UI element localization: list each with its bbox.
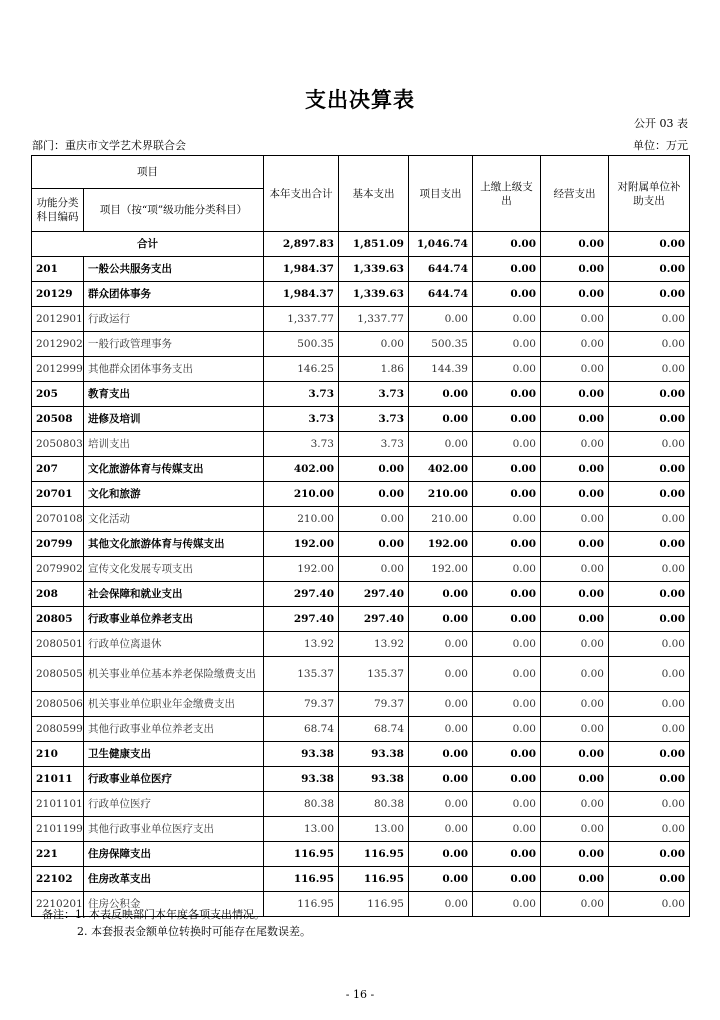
row-total: 146.25 — [264, 357, 339, 382]
row-upper: 0.00 — [473, 607, 541, 632]
row-project: 0.00 — [409, 382, 473, 407]
row-code: 2080506 — [32, 692, 84, 717]
notes — [42, 906, 311, 940]
row-basic: 79.37 — [339, 692, 409, 717]
table-row — [32, 357, 690, 382]
row-total: 297.40 — [264, 582, 339, 607]
row-upper: 0.00 — [473, 532, 541, 557]
row-business: 0.00 — [541, 717, 609, 742]
row-upper: 0.00 — [473, 717, 541, 742]
row-subsidiary: 0.00 — [609, 867, 690, 892]
table-body — [32, 232, 690, 917]
row-upper: 0.00 — [473, 557, 541, 582]
row-project: 0.00 — [409, 582, 473, 607]
row-business: 0.00 — [541, 257, 609, 282]
row-code: 208 — [32, 582, 84, 607]
row-name: 行政单位离退休 — [84, 632, 264, 657]
row-project: 0.00 — [409, 792, 473, 817]
row-upper: 0.00 — [473, 257, 541, 282]
row-total: 93.38 — [264, 742, 339, 767]
row-subsidiary: 0.00 — [609, 817, 690, 842]
row-business: 0.00 — [541, 867, 609, 892]
page-number: - 16 - — [345, 988, 375, 1001]
note-1: 备注：1. 本表反映部门本年度各项支出情况。 — [42, 908, 265, 921]
row-project: 644.74 — [409, 257, 473, 282]
row-code: 221 — [32, 842, 84, 867]
total-label: 合计 — [32, 232, 264, 257]
expenditure-table — [31, 155, 690, 917]
row-subsidiary: 0.00 — [609, 742, 690, 767]
row-subsidiary: 0.00 — [609, 457, 690, 482]
row-total: 116.95 — [264, 867, 339, 892]
table-row — [32, 692, 690, 717]
row-upper: 0.00 — [473, 792, 541, 817]
header-subsidiary: 对附属单位补助支出 — [609, 156, 690, 232]
row-subsidiary: 0.00 — [609, 842, 690, 867]
header-basic: 基本支出 — [339, 156, 409, 232]
row-basic: 93.38 — [339, 742, 409, 767]
table-row — [32, 482, 690, 507]
row-basic: 0.00 — [339, 557, 409, 582]
row-subsidiary: 0.00 — [609, 507, 690, 532]
row-business: 0.00 — [541, 792, 609, 817]
row-code: 210 — [32, 742, 84, 767]
row-business: 0.00 — [541, 457, 609, 482]
page-title: 支出决算表 — [305, 87, 415, 112]
table-row — [32, 257, 690, 282]
row-basic: 116.95 — [339, 892, 409, 917]
row-business: 0.00 — [541, 332, 609, 357]
row-code: 21011 — [32, 767, 84, 792]
row-code: 205 — [32, 382, 84, 407]
row-total: 1,337.77 — [264, 307, 339, 332]
row-basic: 297.40 — [339, 582, 409, 607]
row-code: 2080501 — [32, 632, 84, 657]
row-basic: 1,337.77 — [339, 307, 409, 332]
row-basic: 1.86 — [339, 357, 409, 382]
row-project: 0.00 — [409, 817, 473, 842]
table-row — [32, 582, 690, 607]
row-business: 0.00 — [541, 507, 609, 532]
row-upper: 0.00 — [473, 307, 541, 332]
table-row — [32, 407, 690, 432]
row-project: 0.00 — [409, 867, 473, 892]
row-subsidiary: 0.00 — [609, 432, 690, 457]
row-project: 0.00 — [409, 717, 473, 742]
row-basic: 0.00 — [339, 457, 409, 482]
row-upper: 0.00 — [473, 692, 541, 717]
row-basic: 0.00 — [339, 332, 409, 357]
row-project: 144.39 — [409, 357, 473, 382]
total-total: 2,897.83 — [264, 232, 339, 257]
row-basic: 116.95 — [339, 867, 409, 892]
row-business: 0.00 — [541, 742, 609, 767]
header-total: 本年支出合计 — [264, 156, 339, 232]
table-row — [32, 607, 690, 632]
row-business: 0.00 — [541, 607, 609, 632]
header-business: 经营支出 — [541, 156, 609, 232]
row-basic: 1,339.63 — [339, 282, 409, 307]
row-subsidiary: 0.00 — [609, 257, 690, 282]
row-subsidiary: 0.00 — [609, 792, 690, 817]
row-code: 22102 — [32, 867, 84, 892]
row-total: 3.73 — [264, 382, 339, 407]
table-row — [32, 817, 690, 842]
row-total: 13.92 — [264, 632, 339, 657]
row-total: 116.95 — [264, 842, 339, 867]
row-basic: 13.92 — [339, 632, 409, 657]
row-name: 文化旅游体育与传媒支出 — [84, 457, 264, 482]
row-subsidiary: 0.00 — [609, 307, 690, 332]
header-code: 功能分类科目编码 — [32, 189, 84, 232]
row-name: 一般行政管理事务 — [84, 332, 264, 357]
row-upper: 0.00 — [473, 867, 541, 892]
form-number: 公开 03 表 — [634, 117, 688, 130]
row-upper: 0.00 — [473, 357, 541, 382]
row-upper: 0.00 — [473, 657, 541, 692]
row-name: 卫生健康支出 — [84, 742, 264, 767]
row-name: 文化活动 — [84, 507, 264, 532]
row-basic: 116.95 — [339, 842, 409, 867]
table-row — [32, 742, 690, 767]
row-code: 20799 — [32, 532, 84, 557]
row-business: 0.00 — [541, 692, 609, 717]
row-name: 机关事业单位职业年金缴费支出 — [84, 692, 264, 717]
row-name: 行政事业单位养老支出 — [84, 607, 264, 632]
row-upper: 0.00 — [473, 892, 541, 917]
row-upper: 0.00 — [473, 507, 541, 532]
table-row — [32, 767, 690, 792]
row-code: 2070108 — [32, 507, 84, 532]
row-total: 68.74 — [264, 717, 339, 742]
row-subsidiary: 0.00 — [609, 717, 690, 742]
row-name: 宣传文化发展专项支出 — [84, 557, 264, 582]
row-basic: 297.40 — [339, 607, 409, 632]
row-code: 2079902 — [32, 557, 84, 582]
row-business: 0.00 — [541, 842, 609, 867]
total-row — [32, 232, 690, 257]
total-business: 0.00 — [541, 232, 609, 257]
row-code: 20701 — [32, 482, 84, 507]
row-project: 402.00 — [409, 457, 473, 482]
header-item: 项目 — [32, 156, 264, 189]
row-project: 192.00 — [409, 557, 473, 582]
table-row — [32, 657, 690, 692]
row-basic: 135.37 — [339, 657, 409, 692]
row-subsidiary: 0.00 — [609, 382, 690, 407]
row-upper: 0.00 — [473, 767, 541, 792]
row-total: 3.73 — [264, 407, 339, 432]
row-name: 社会保障和就业支出 — [84, 582, 264, 607]
row-name: 住房改革支出 — [84, 867, 264, 892]
row-basic: 80.38 — [339, 792, 409, 817]
row-project: 210.00 — [409, 507, 473, 532]
row-project: 0.00 — [409, 892, 473, 917]
row-subsidiary: 0.00 — [609, 632, 690, 657]
row-project: 192.00 — [409, 532, 473, 557]
row-subsidiary: 0.00 — [609, 607, 690, 632]
row-name: 其他文化旅游体育与传媒支出 — [84, 532, 264, 557]
row-name: 其他行政事业单位养老支出 — [84, 717, 264, 742]
row-business: 0.00 — [541, 532, 609, 557]
row-code: 207 — [32, 457, 84, 482]
row-basic: 3.73 — [339, 432, 409, 457]
row-name: 教育支出 — [84, 382, 264, 407]
row-code: 20805 — [32, 607, 84, 632]
row-name: 行政单位医疗 — [84, 792, 264, 817]
row-name: 一般公共服务支出 — [84, 257, 264, 282]
table-row — [32, 532, 690, 557]
row-total: 192.00 — [264, 532, 339, 557]
row-name: 住房保障支出 — [84, 842, 264, 867]
row-code: 20129 — [32, 282, 84, 307]
table-row — [32, 307, 690, 332]
row-upper: 0.00 — [473, 817, 541, 842]
row-business: 0.00 — [541, 557, 609, 582]
row-code: 2012902 — [32, 332, 84, 357]
header-item-name: 项目（按“项”级功能分类科目） — [84, 189, 264, 232]
total-project: 1,046.74 — [409, 232, 473, 257]
row-code: 2012999 — [32, 357, 84, 382]
row-total: 297.40 — [264, 607, 339, 632]
row-subsidiary: 0.00 — [609, 557, 690, 582]
row-business: 0.00 — [541, 407, 609, 432]
row-basic: 13.00 — [339, 817, 409, 842]
row-upper: 0.00 — [473, 432, 541, 457]
row-business: 0.00 — [541, 382, 609, 407]
row-total: 3.73 — [264, 432, 339, 457]
row-upper: 0.00 — [473, 842, 541, 867]
row-project: 0.00 — [409, 742, 473, 767]
row-code: 2080599 — [32, 717, 84, 742]
row-business: 0.00 — [541, 357, 609, 382]
row-subsidiary: 0.00 — [609, 532, 690, 557]
row-project: 210.00 — [409, 482, 473, 507]
note-2: 2. 本套报表金额单位转换时可能存在尾数误差。 — [77, 925, 311, 938]
row-project: 0.00 — [409, 767, 473, 792]
row-project: 0.00 — [409, 692, 473, 717]
row-basic: 0.00 — [339, 482, 409, 507]
row-upper: 0.00 — [473, 282, 541, 307]
row-total: 79.37 — [264, 692, 339, 717]
row-project: 0.00 — [409, 607, 473, 632]
row-subsidiary: 0.00 — [609, 332, 690, 357]
table-row — [32, 792, 690, 817]
row-business: 0.00 — [541, 767, 609, 792]
row-total: 13.00 — [264, 817, 339, 842]
row-business: 0.00 — [541, 657, 609, 692]
row-name: 进修及培训 — [84, 407, 264, 432]
row-total: 1,984.37 — [264, 257, 339, 282]
row-total: 135.37 — [264, 657, 339, 692]
row-project: 0.00 — [409, 632, 473, 657]
department-label: 部门：重庆市文学艺术界联合会 — [32, 139, 186, 152]
row-name: 住房公积金 — [84, 892, 264, 917]
table-row — [32, 867, 690, 892]
row-upper: 0.00 — [473, 332, 541, 357]
row-basic: 1,339.63 — [339, 257, 409, 282]
row-name: 其他行政事业单位医疗支出 — [84, 817, 264, 842]
row-name: 行政事业单位医疗 — [84, 767, 264, 792]
table-row — [32, 717, 690, 742]
row-subsidiary: 0.00 — [609, 357, 690, 382]
table-row — [32, 332, 690, 357]
row-total: 210.00 — [264, 507, 339, 532]
table-row — [32, 432, 690, 457]
row-project: 644.74 — [409, 282, 473, 307]
header-project: 项目支出 — [409, 156, 473, 232]
table-row — [32, 457, 690, 482]
row-basic: 3.73 — [339, 382, 409, 407]
row-code: 2012901 — [32, 307, 84, 332]
row-project: 0.00 — [409, 307, 473, 332]
row-total: 210.00 — [264, 482, 339, 507]
row-project: 0.00 — [409, 657, 473, 692]
row-project: 0.00 — [409, 407, 473, 432]
row-name: 其他群众团体事务支出 — [84, 357, 264, 382]
row-project: 0.00 — [409, 432, 473, 457]
row-total: 80.38 — [264, 792, 339, 817]
row-name: 培训支出 — [84, 432, 264, 457]
row-business: 0.00 — [541, 892, 609, 917]
row-code: 2080505 — [32, 657, 84, 692]
row-name: 机关事业单位基本养老保险缴费支出 — [84, 657, 264, 692]
row-upper: 0.00 — [473, 582, 541, 607]
table-row — [32, 507, 690, 532]
row-upper: 0.00 — [473, 382, 541, 407]
row-total: 1,984.37 — [264, 282, 339, 307]
row-subsidiary: 0.00 — [609, 692, 690, 717]
table-row — [32, 282, 690, 307]
row-name: 文化和旅游 — [84, 482, 264, 507]
row-project: 500.35 — [409, 332, 473, 357]
row-subsidiary: 0.00 — [609, 407, 690, 432]
row-total: 93.38 — [264, 767, 339, 792]
row-basic: 0.00 — [339, 507, 409, 532]
row-upper: 0.00 — [473, 742, 541, 767]
row-subsidiary: 0.00 — [609, 482, 690, 507]
row-upper: 0.00 — [473, 632, 541, 657]
row-code: 20508 — [32, 407, 84, 432]
table-row — [32, 842, 690, 867]
total-upper: 0.00 — [473, 232, 541, 257]
total-basic: 1,851.09 — [339, 232, 409, 257]
row-total: 192.00 — [264, 557, 339, 582]
row-code: 2210201 — [32, 892, 84, 917]
row-basic: 68.74 — [339, 717, 409, 742]
table-row — [32, 632, 690, 657]
table-row — [32, 557, 690, 582]
row-business: 0.00 — [541, 432, 609, 457]
table-row — [32, 382, 690, 407]
row-business: 0.00 — [541, 817, 609, 842]
row-business: 0.00 — [541, 632, 609, 657]
unit-label: 单位：万元 — [633, 139, 688, 152]
row-project: 0.00 — [409, 842, 473, 867]
row-code: 2101199 — [32, 817, 84, 842]
row-business: 0.00 — [541, 482, 609, 507]
row-subsidiary: 0.00 — [609, 582, 690, 607]
row-code: 2050803 — [32, 432, 84, 457]
row-code: 201 — [32, 257, 84, 282]
row-business: 0.00 — [541, 307, 609, 332]
row-business: 0.00 — [541, 582, 609, 607]
row-name: 群众团体事务 — [84, 282, 264, 307]
row-basic: 93.38 — [339, 767, 409, 792]
row-subsidiary: 0.00 — [609, 657, 690, 692]
row-total: 402.00 — [264, 457, 339, 482]
total-subsidiary: 0.00 — [609, 232, 690, 257]
row-upper: 0.00 — [473, 407, 541, 432]
row-basic: 0.00 — [339, 532, 409, 557]
row-name: 行政运行 — [84, 307, 264, 332]
row-upper: 0.00 — [473, 457, 541, 482]
header-upper: 上缴上级支出 — [473, 156, 541, 232]
row-subsidiary: 0.00 — [609, 767, 690, 792]
row-basic: 3.73 — [339, 407, 409, 432]
row-subsidiary: 0.00 — [609, 282, 690, 307]
row-code: 2101101 — [32, 792, 84, 817]
row-total: 500.35 — [264, 332, 339, 357]
row-upper: 0.00 — [473, 482, 541, 507]
row-subsidiary: 0.00 — [609, 892, 690, 917]
row-total: 116.95 — [264, 892, 339, 917]
row-business: 0.00 — [541, 282, 609, 307]
